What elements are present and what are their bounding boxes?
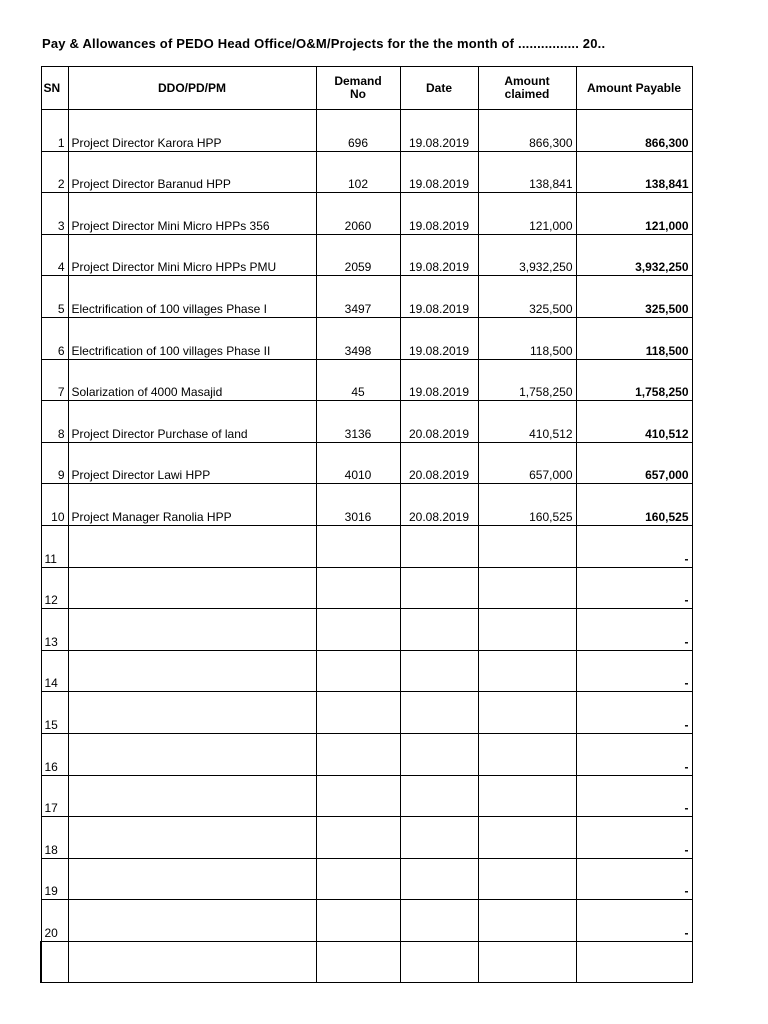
cell-demand-no: 45 (316, 359, 400, 401)
cell-amount-payable: 866,300 (576, 110, 692, 152)
cell-amount-claimed (478, 900, 576, 942)
column-header-amount-claimed: Amount claimed (478, 67, 576, 110)
cell-sn: 5 (41, 276, 68, 318)
cell-amount-payable: 325,500 (576, 276, 692, 318)
cell-demand-no (316, 609, 400, 651)
cell-ddo: Project Manager Ranolia HPP (68, 484, 316, 526)
table-row (41, 650, 692, 692)
cell-demand-no (316, 650, 400, 692)
cell-date: 19.08.2019 (400, 193, 478, 235)
cell-ddo: Electrification of 100 villages Phase I (68, 276, 316, 318)
table-row (41, 276, 692, 318)
cell-ddo (68, 817, 316, 859)
cell-date (400, 817, 478, 859)
footer-cell (68, 941, 316, 983)
cell-ddo (68, 858, 316, 900)
cell-ddo: Electrification of 100 villages Phase II (68, 317, 316, 359)
cell-date (400, 692, 478, 734)
cell-sn: 17 (41, 775, 68, 817)
cell-date (400, 609, 478, 651)
table-row (41, 733, 692, 775)
cell-date: 20.08.2019 (400, 401, 478, 443)
cell-sn: 2 (41, 151, 68, 193)
cell-date (400, 900, 478, 942)
cell-demand-no (316, 525, 400, 567)
cell-amount-payable: - (576, 650, 692, 692)
cell-amount-claimed: 138,841 (478, 151, 576, 193)
cell-amount-payable: - (576, 775, 692, 817)
table-row (41, 193, 692, 235)
table-row (41, 817, 692, 859)
table-body (41, 110, 692, 983)
cell-sn: 6 (41, 317, 68, 359)
cell-ddo (68, 692, 316, 734)
cell-amount-payable: 1,758,250 (576, 359, 692, 401)
cell-ddo (68, 567, 316, 609)
cell-sn: 13 (41, 609, 68, 651)
cell-date (400, 733, 478, 775)
cell-amount-payable: 138,841 (576, 151, 692, 193)
cell-amount-payable: 160,525 (576, 484, 692, 526)
cell-amount-claimed (478, 609, 576, 651)
cell-amount-claimed (478, 858, 576, 900)
cell-ddo: Solarization of 4000 Masajid (68, 359, 316, 401)
cell-sn: 12 (41, 567, 68, 609)
cell-amount-claimed: 3,932,250 (478, 234, 576, 276)
cell-demand-no: 102 (316, 151, 400, 193)
cell-sn: 14 (41, 650, 68, 692)
cell-amount-payable: 121,000 (576, 193, 692, 235)
table-header (41, 67, 692, 110)
cell-date: 20.08.2019 (400, 484, 478, 526)
cell-date: 19.08.2019 (400, 234, 478, 276)
cell-date: 19.08.2019 (400, 359, 478, 401)
document-title: Pay & Allowances of PEDO Head Office/O&M/Projects for the the month of ................ 20.. (42, 36, 606, 51)
cell-date (400, 858, 478, 900)
cell-date: 20.08.2019 (400, 442, 478, 484)
cell-amount-claimed: 325,500 (478, 276, 576, 318)
column-header-date: Date (400, 67, 478, 110)
cell-amount-claimed (478, 817, 576, 859)
cell-amount-payable: - (576, 609, 692, 651)
cell-amount-claimed (478, 650, 576, 692)
table-row (41, 775, 692, 817)
column-header-sn: SN (41, 67, 68, 110)
cell-date (400, 525, 478, 567)
cell-ddo (68, 609, 316, 651)
cell-amount-payable: 118,500 (576, 317, 692, 359)
table-footer-row (41, 941, 692, 983)
table-row (41, 567, 692, 609)
cell-ddo (68, 733, 316, 775)
footer-cell (41, 941, 68, 983)
cell-ddo: Project Director Purchase of land (68, 401, 316, 443)
cell-demand-no: 3498 (316, 317, 400, 359)
cell-amount-payable: - (576, 817, 692, 859)
cell-ddo: Project Director Lawi HPP (68, 442, 316, 484)
cell-amount-claimed: 1,758,250 (478, 359, 576, 401)
cell-amount-payable: - (576, 692, 692, 734)
cell-demand-no (316, 900, 400, 942)
cell-ddo (68, 525, 316, 567)
cell-ddo (68, 775, 316, 817)
cell-date (400, 650, 478, 692)
table-row (41, 110, 692, 152)
cell-demand-no: 2059 (316, 234, 400, 276)
cell-demand-no: 2060 (316, 193, 400, 235)
cell-amount-payable: 657,000 (576, 442, 692, 484)
table-row (41, 692, 692, 734)
footer-cell (400, 941, 478, 983)
cell-demand-no: 3136 (316, 401, 400, 443)
cell-demand-no: 3016 (316, 484, 400, 526)
cell-sn: 4 (41, 234, 68, 276)
table-row (41, 609, 692, 651)
column-header-demand-no: Demand No (316, 67, 400, 110)
cell-demand-no (316, 775, 400, 817)
cell-demand-no: 3497 (316, 276, 400, 318)
cell-date: 19.08.2019 (400, 110, 478, 152)
cell-amount-claimed (478, 567, 576, 609)
table-row (41, 359, 692, 401)
cell-amount-claimed (478, 775, 576, 817)
table-row (41, 442, 692, 484)
column-header-amount-payable: Amount Payable (576, 67, 692, 110)
table-row (41, 525, 692, 567)
cell-amount-claimed: 657,000 (478, 442, 576, 484)
cell-amount-claimed: 866,300 (478, 110, 576, 152)
cell-amount-claimed: 410,512 (478, 401, 576, 443)
table-row (41, 900, 692, 942)
cell-date: 19.08.2019 (400, 276, 478, 318)
cell-date: 19.08.2019 (400, 151, 478, 193)
cell-demand-no (316, 733, 400, 775)
cell-amount-payable: - (576, 733, 692, 775)
table-row (41, 151, 692, 193)
cell-amount-payable: - (576, 525, 692, 567)
table-row (41, 317, 692, 359)
cell-sn: 3 (41, 193, 68, 235)
cell-sn: 19 (41, 858, 68, 900)
cell-sn: 20 (41, 900, 68, 942)
cell-date: 19.08.2019 (400, 317, 478, 359)
cell-ddo: Project Director Mini Micro HPPs 356 (68, 193, 316, 235)
cell-amount-claimed: 160,525 (478, 484, 576, 526)
cell-sn: 16 (41, 733, 68, 775)
cell-sn: 10 (41, 484, 68, 526)
cell-demand-no (316, 817, 400, 859)
footer-cell (316, 941, 400, 983)
cell-ddo: Project Director Mini Micro HPPs PMU (68, 234, 316, 276)
cell-amount-claimed: 121,000 (478, 193, 576, 235)
cell-amount-payable: 3,932,250 (576, 234, 692, 276)
cell-sn: 15 (41, 692, 68, 734)
cell-amount-claimed (478, 733, 576, 775)
cell-amount-claimed (478, 525, 576, 567)
cell-amount-claimed: 118,500 (478, 317, 576, 359)
cell-ddo: Project Director Baranud HPP (68, 151, 316, 193)
cell-sn: 18 (41, 817, 68, 859)
cell-demand-no: 696 (316, 110, 400, 152)
table-row (41, 401, 692, 443)
cell-demand-no (316, 858, 400, 900)
footer-cell (478, 941, 576, 983)
cell-sn: 11 (41, 525, 68, 567)
cell-sn: 1 (41, 110, 68, 152)
cell-sn: 7 (41, 359, 68, 401)
cell-sn: 9 (41, 442, 68, 484)
cell-demand-no (316, 692, 400, 734)
cell-ddo (68, 900, 316, 942)
cell-amount-payable: 410,512 (576, 401, 692, 443)
cell-amount-payable: - (576, 900, 692, 942)
allowances-table (40, 66, 693, 983)
cell-sn: 8 (41, 401, 68, 443)
column-header-ddo: DDO/PD/PM (68, 67, 316, 110)
table-row (41, 234, 692, 276)
cell-date (400, 567, 478, 609)
table-row (41, 858, 692, 900)
cell-ddo (68, 650, 316, 692)
cell-amount-payable: - (576, 567, 692, 609)
cell-ddo: Project Director Karora HPP (68, 110, 316, 152)
footer-cell (576, 941, 692, 983)
cell-demand-no (316, 567, 400, 609)
table-row (41, 484, 692, 526)
cell-amount-claimed (478, 692, 576, 734)
cell-amount-payable: - (576, 858, 692, 900)
cell-demand-no: 4010 (316, 442, 400, 484)
cell-date (400, 775, 478, 817)
